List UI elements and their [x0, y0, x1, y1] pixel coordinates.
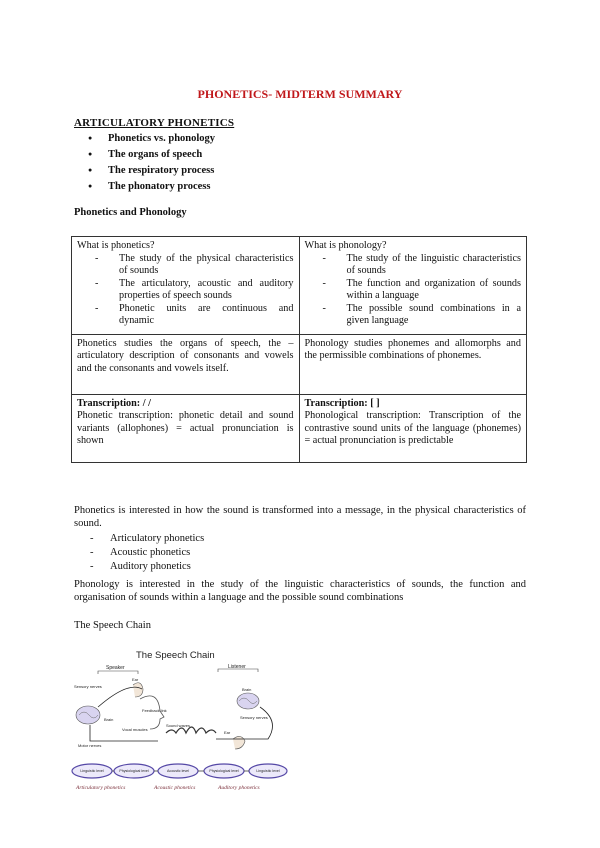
- section-heading: ARTICULATORY PHONETICS: [74, 117, 235, 129]
- label-sound-waves: Sound waves: [166, 723, 191, 728]
- phonological-transcription: Phonological transcription: Transcription of the contrastive sound units of the language (phonemes) = actual pronunciation is predictable: [304, 410, 521, 446]
- branch-list: [90, 532, 204, 574]
- level-label: Physiological level: [119, 769, 149, 773]
- caption-articulatory: Articulatory phonetics: [76, 785, 126, 791]
- label-ear: Ear: [132, 677, 139, 682]
- paragraph-phonology: Phonology is interested in the study of the linguistic characteristics of sounds, the function and organisation of sounds within a language and the possible sound combinations: [74, 579, 526, 603]
- phonetic-symbol: / /: [142, 397, 151, 409]
- list-item: - Articulatory phonetics: [90, 532, 204, 546]
- list-item: ● The organs of speech: [88, 147, 215, 163]
- list-item: - Auditory phonetics: [90, 560, 204, 574]
- transcription-label: Transcription:: [77, 397, 141, 409]
- phonology-question: What is phonology?: [304, 240, 387, 251]
- table-cell: [72, 237, 300, 335]
- figure-title: The Speech Chain: [136, 650, 215, 661]
- page-title: PHONETICS- MIDTERM SUMMARY: [197, 87, 403, 101]
- transcription-label: Transcription:: [304, 397, 368, 409]
- comparison-table: [71, 236, 527, 463]
- speaker-label: Speaker: [106, 665, 125, 671]
- table-cell: [299, 394, 527, 462]
- topic-list: [88, 131, 215, 195]
- paragraph-phonetics: Phonetics is interested in how the sound is transformed into a message, in the physical characteristics of sound.: [74, 505, 526, 529]
- list-item: - Acoustic phonetics: [90, 546, 204, 560]
- brain-icon: [237, 693, 259, 709]
- speaker-bracket: [98, 671, 138, 674]
- level-label: Linguistic level: [80, 769, 104, 773]
- label-brain-right: Brain: [242, 687, 252, 692]
- caption-acoustic: Acoustic phonetics: [154, 785, 196, 791]
- list-item: - Phonetic units are continuous and dynamic: [95, 303, 294, 328]
- table-row: [72, 394, 527, 462]
- label-vocal-muscles: Vocal muscles: [122, 727, 148, 732]
- list-item: - The study of the linguistic characteristics of sounds: [323, 253, 522, 278]
- ear-icon: [133, 683, 143, 697]
- label-sensory-nerves-right: Sensory nerves: [240, 715, 268, 720]
- table-row: [72, 237, 527, 335]
- brain-icon: [76, 706, 100, 724]
- subheading-speech-chain: The Speech Chain: [74, 620, 151, 631]
- list-item: ● The respiratory process: [88, 163, 215, 179]
- level-label: Physiological level: [209, 769, 239, 773]
- listener-label: Listener: [228, 664, 246, 670]
- label-brain: Brain: [104, 717, 114, 722]
- label-motor-nerves: Motor nerves: [78, 743, 102, 748]
- list-item: - The function and organization of sounds within a language: [323, 278, 522, 303]
- table-row: [72, 334, 527, 394]
- phonetics-studies: Phonetics studies the organs of speech, the – articulatory description of consonants and vowels and the consonants and vowels itself.: [72, 334, 300, 394]
- list-item: ● Phonetics vs. phonology: [88, 131, 215, 147]
- listener-ear-icon: [233, 736, 245, 749]
- phonetics-question: What is phonetics?: [77, 240, 155, 251]
- list-item: - The study of the physical characteristics of sounds: [95, 253, 294, 278]
- table-cell: [72, 394, 300, 462]
- phonetic-transcription: Phonetic transcription: phonetic detail and sound variants (allophones) = actual pronunciation is shown: [77, 410, 294, 446]
- list-item: - The possible sound combinations in a given language: [323, 303, 522, 328]
- subheading-phonetics-phonology: Phonetics and Phonology: [74, 207, 187, 218]
- label-feedback-link: Feedback link: [142, 708, 167, 713]
- level-label: Linguistic level: [256, 769, 280, 773]
- list-item: ● The phonatory process: [88, 179, 215, 195]
- speech-chain-figure: [68, 641, 290, 794]
- label-sensory-nerves: Sensory nerves: [74, 684, 102, 689]
- list-item: - The articulatory, acoustic and auditory properties of speech sounds: [95, 278, 294, 303]
- table-cell: [299, 237, 527, 335]
- caption-auditory: Auditory phonetics: [218, 785, 260, 791]
- phonology-studies: Phonology studies phonemes and allomorphs and the permissible combinations of phonemes.: [299, 334, 527, 394]
- level-label: Acoustic level: [167, 769, 189, 773]
- phonological-symbol: [ ]: [370, 397, 380, 409]
- label-ear-right: Ear: [224, 730, 231, 735]
